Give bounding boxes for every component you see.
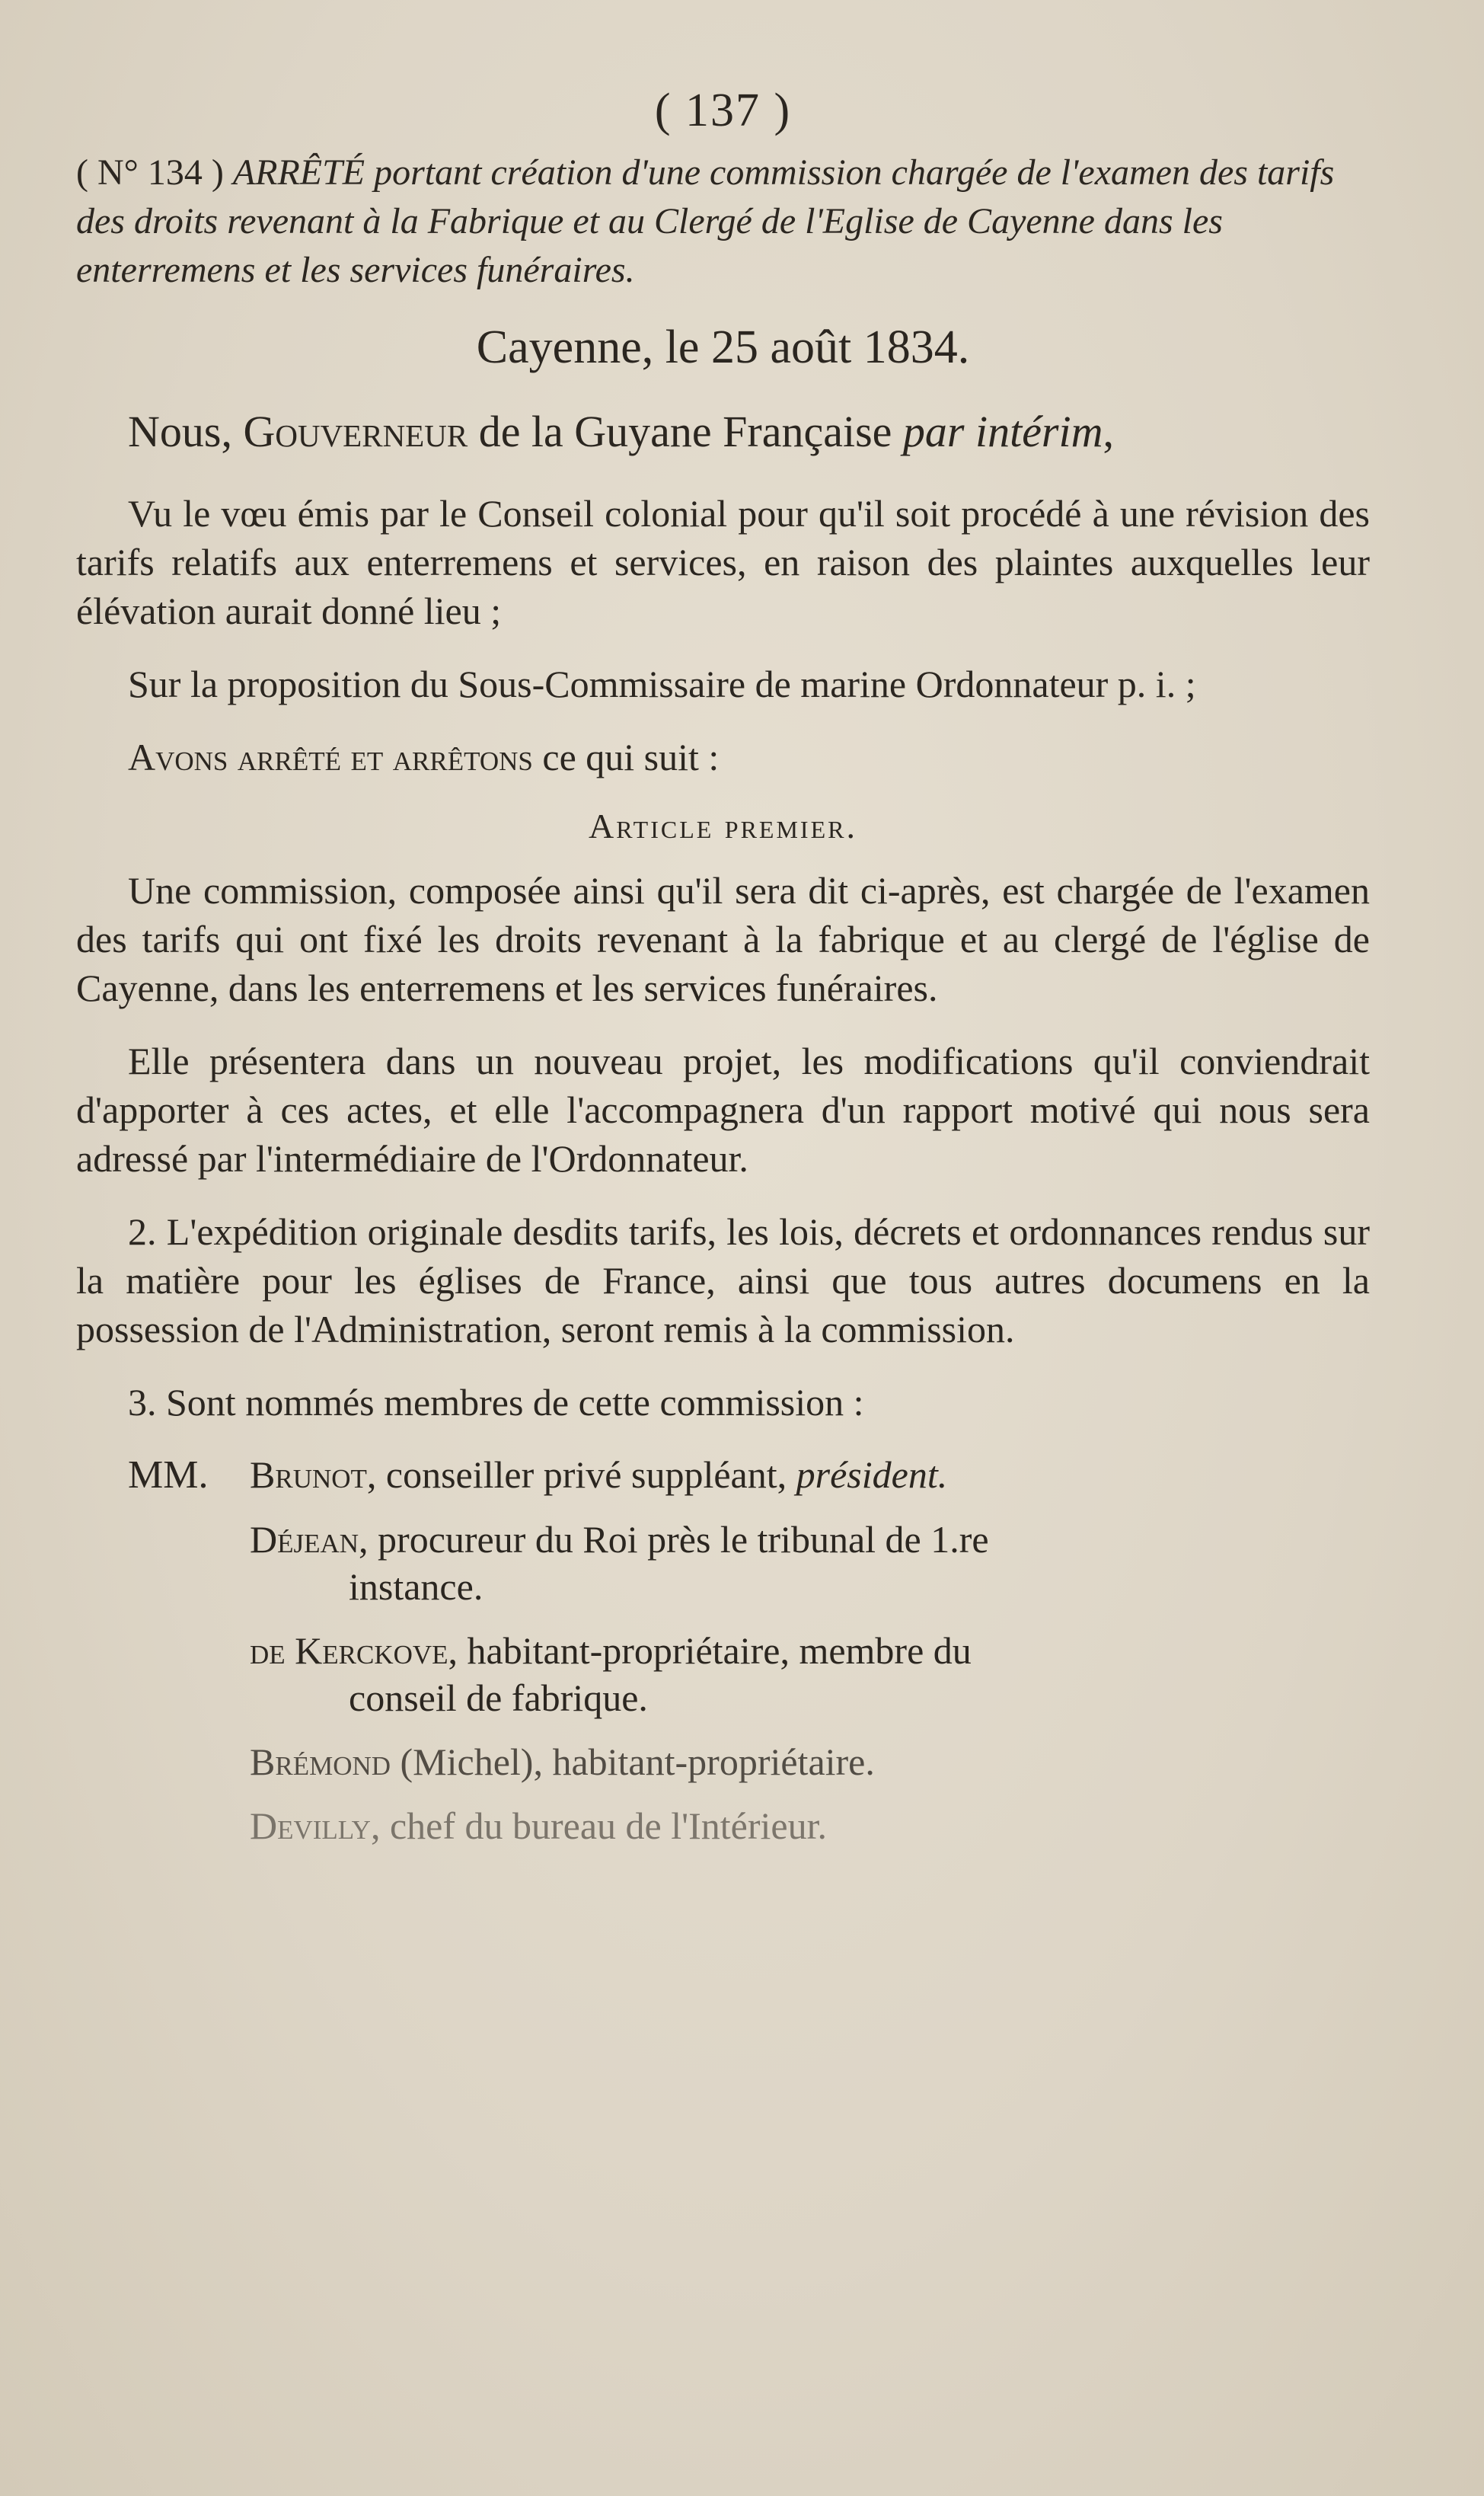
article1-paragraph1: Une commission, composée ainsi qu'il sera dit ci-après, est chargée de l'examen des tarifs qui ont fixé les droits revenant à la fabrique et au clergé de l'église de Cayenne, dans les enterremens et les services funéraires. xyxy=(76,869,1370,1009)
paragraph-vu: Vu le vœu émis par le Conseil colonial pour qu'il soit procédé à une révision des tarifs relatifs aux enterremens et services, en raison des plaintes auxquelles leur élévation aurait donné lieu ; xyxy=(76,492,1370,632)
document-number: ( N° 134 ) xyxy=(76,152,224,193)
member-role: , habitant-propriétaire, membre du xyxy=(448,1629,972,1672)
document-title xyxy=(76,149,1370,295)
member-name: Devilly xyxy=(250,1804,371,1847)
avons-rest: ce qui suit : xyxy=(542,736,720,778)
member-role-continued: conseil de fabrique. xyxy=(349,1676,648,1719)
member-role: , conseiller privé suppléant, xyxy=(366,1453,787,1496)
members-list xyxy=(76,1451,1370,1849)
avons-small-caps: Avons arrêté et arrêtons xyxy=(128,736,533,778)
member-role: , procureur du Roi près le tribunal de 1.re xyxy=(359,1518,989,1561)
members-abbrev: MM. xyxy=(128,1453,209,1497)
preamble-nous-start: Nous, xyxy=(128,407,232,456)
paragraph-sur: Sur la proposition du Sous-Commissaire de marine Ordonnateur p. i. ; xyxy=(128,663,1196,705)
article1-paragraph2: Elle présentera dans un nouveau projet, les modifications qu'il conviendrait d'apporter à ces actes, et elle l'accompagnera d'un rapport motivé qui nous sera adressé par l'intermédiaire de l'Ordonnateur. xyxy=(76,1040,1370,1180)
article3: 3. Sont nommés membres de cette commission : xyxy=(128,1381,864,1424)
preamble-nous-mid: de la Guyane Française xyxy=(478,407,892,456)
article-heading: Article premier. xyxy=(589,807,857,845)
member-kerckove xyxy=(76,1627,1370,1721)
member-name: Déjean xyxy=(250,1518,359,1561)
member-name: Brémond xyxy=(250,1740,391,1783)
member-brunot xyxy=(76,1451,1370,1499)
dateline: Cayenne, le 25 août 1834. xyxy=(476,321,970,373)
preamble-nous xyxy=(76,405,1370,459)
member-devilly xyxy=(76,1802,1370,1849)
paragraph-avons xyxy=(76,733,1370,781)
preamble-gouverneur: Gouverneur xyxy=(243,407,468,456)
member-name: Brunot xyxy=(250,1453,367,1496)
article2: 2. L'expédition originale desdits tarifs, les lois, décrets et ordonnances rendus sur la matière pour les églises de France, ainsi que tous autres documens en la possession de l'Administration, seront remis à la commission. xyxy=(76,1210,1370,1350)
member-role: (Michel), habitant-propriétaire. xyxy=(400,1740,875,1783)
document-title-text: ARRÊTÉ portant création d'une commission chargée de l'examen des tarifs des droits revenant à la Fabrique et au Clergé de l'Eglise de Cayenne dans les enterremens et les services funéraires. xyxy=(76,152,1335,290)
page-number: ( 137 ) xyxy=(654,85,792,136)
preamble-par-interim: par intérim xyxy=(902,407,1103,456)
member-bremond xyxy=(76,1738,1370,1785)
member-role: , chef du bureau de l'Intérieur. xyxy=(370,1804,827,1847)
preamble-nous-end: , xyxy=(1103,407,1115,456)
member-role-continued: instance. xyxy=(349,1565,483,1608)
member-title: président. xyxy=(796,1453,948,1496)
member-dejean xyxy=(76,1516,1370,1610)
member-name: de Kerckove xyxy=(250,1629,448,1672)
